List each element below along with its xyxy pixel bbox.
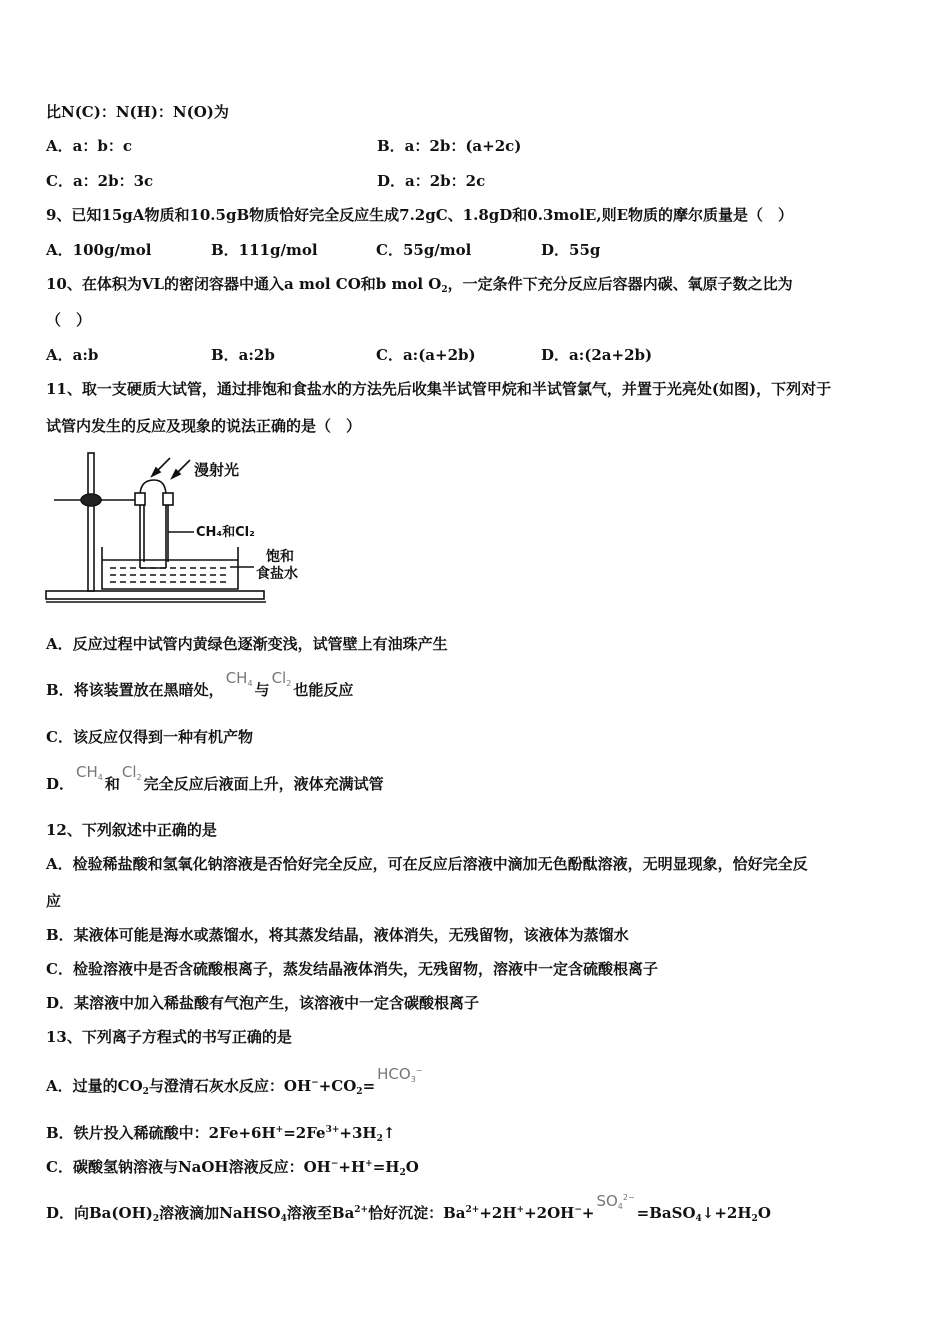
q13-option-a: A．过量的$CO_2$与澄清石灰水反应：$OH^-+CO_2=HCO_3^-$ (46, 1073, 425, 1102)
q10-option-d: D．a:(2a+2b) (541, 346, 653, 364)
q13-stem: 13、下列离子方程式的书写正确的是 (46, 1028, 292, 1046)
q12-stem: 12、下列叙述中正确的是 (46, 821, 217, 839)
q13-option-d: D．向$Ba(OH)_2$溶液滴加NaHSO$_4$溶液至$Ba^{2+}$恰好沉淀：$Ba^{2+}+2H^++2OH^-+SO_4^{2-}=BaSO_4↓+2H_2O$ (46, 1200, 771, 1229)
q8-option-a: A．a：b：c (46, 137, 132, 155)
q12-option-d: D．某溶液中加入稀盐酸有气泡产生，该溶液中一定含碳酸根离子 (46, 994, 480, 1012)
q8-option-b: B．a：2b：(a+2c) (377, 137, 522, 155)
q11-option-c: C．该反应仅得到一种有机产物 (46, 728, 253, 746)
q11-option-d: D．$CH_4$ 和$Cl_2$ 完全反应后液面上升，液体充满试管 (46, 763, 384, 793)
q12-option-c: C．检验溶液中是否含硫酸根离子，蒸发结晶液体消失，无残留物，溶液中一定含硫酸根离子 (46, 960, 658, 978)
q9-stem: 9、已知15gA物质和10.5gB物质恰好完全反应生成7.2gC、1.8gD和0.3molE,则E物质的摩尔质量是（ ） (46, 206, 794, 224)
q10-option-c: C．a:(a+2b) (376, 346, 476, 364)
q10-stem: 10、在体积为VL的密闭容器中通入a mol CO和b mol $O_2$，一定条件下充分反应后容器内碳、氧原子数之比为 (46, 275, 793, 295)
ch4-formula: $CH_4$ (76, 763, 103, 782)
q9-option-d: D．55g (541, 241, 601, 259)
q13-option-b: B．铁片投入稀硫酸中：$2Fe+6H^+=2Fe^{3+}+3H_2↑$ (46, 1124, 396, 1144)
clamp (81, 494, 101, 506)
q9-option-c: C．55g/mol (376, 241, 472, 259)
q13-option-c: C．碳酸氢钠溶液与NaOH溶液反应：$OH^-+H^+=H_2O$ (46, 1158, 419, 1178)
stand-rod (88, 453, 94, 591)
apparatus-figure (44, 450, 344, 608)
q8-option-d: D．a：2b：2c (377, 172, 486, 190)
q10-stem-line2: （ ） (46, 311, 92, 329)
hco3-formula: $HCO_3^-$ (377, 1065, 423, 1084)
q12-option-b: B．某液体可能是海水或蒸馏水，将其蒸发结晶，液体消失，无残留物，该液体为蒸馏水 (46, 926, 629, 944)
q10-option-b: B．a:2b (211, 346, 275, 364)
q11-stem-line1: 11、取一支硬质大试管，通过排饱和食盐水的方法先后收集半试管甲烷和半试管氯气，并置于光亮处(如图)，下列对于 (46, 380, 832, 398)
q11-option-b: B．将该装置放在黑暗处，$CH_4$ 与$Cl_2$ 也能反应 (46, 669, 354, 699)
q10-option-a: A．a:b (46, 346, 99, 364)
ch4-formula: $CH_4$ (225, 669, 253, 688)
so4-formula: $SO_4^{2-}$ (596, 1192, 635, 1211)
q8-stem-tail: 比N(C)：N(H)：N(O)为 (46, 103, 229, 121)
light-label: 漫射光 (194, 461, 240, 479)
gas-label: CH₄和Cl₂ (196, 525, 255, 540)
q12-option-a-line1: A．检验稀盐酸和氢氧化钠溶液是否恰好完全反应，可在反应后溶液中滴加无色酚酞溶液，无明显现象，恰好完全反 (46, 855, 808, 873)
solution-label-1: 饱和 (266, 549, 294, 565)
cl2-formula: $Cl_2$ (271, 669, 292, 688)
cl2-formula: $Cl_2$ (121, 763, 142, 782)
q9-option-b: B．111g/mol (211, 241, 318, 259)
q9-option-a: A．100g/mol (46, 241, 152, 259)
q11-stem-line2: 试管内发生的反应及现象的说法正确的是（ ） (46, 417, 362, 435)
solution-label-2: 食盐水 (256, 566, 298, 582)
q12-option-a-line2: 应 (46, 892, 62, 910)
q11-option-a: A．反应过程中试管内黄绿色逐渐变浅，试管壁上有油珠产生 (46, 635, 448, 653)
q8-option-c: C．a：2b：3c (46, 172, 154, 190)
stand-base (46, 591, 264, 599)
